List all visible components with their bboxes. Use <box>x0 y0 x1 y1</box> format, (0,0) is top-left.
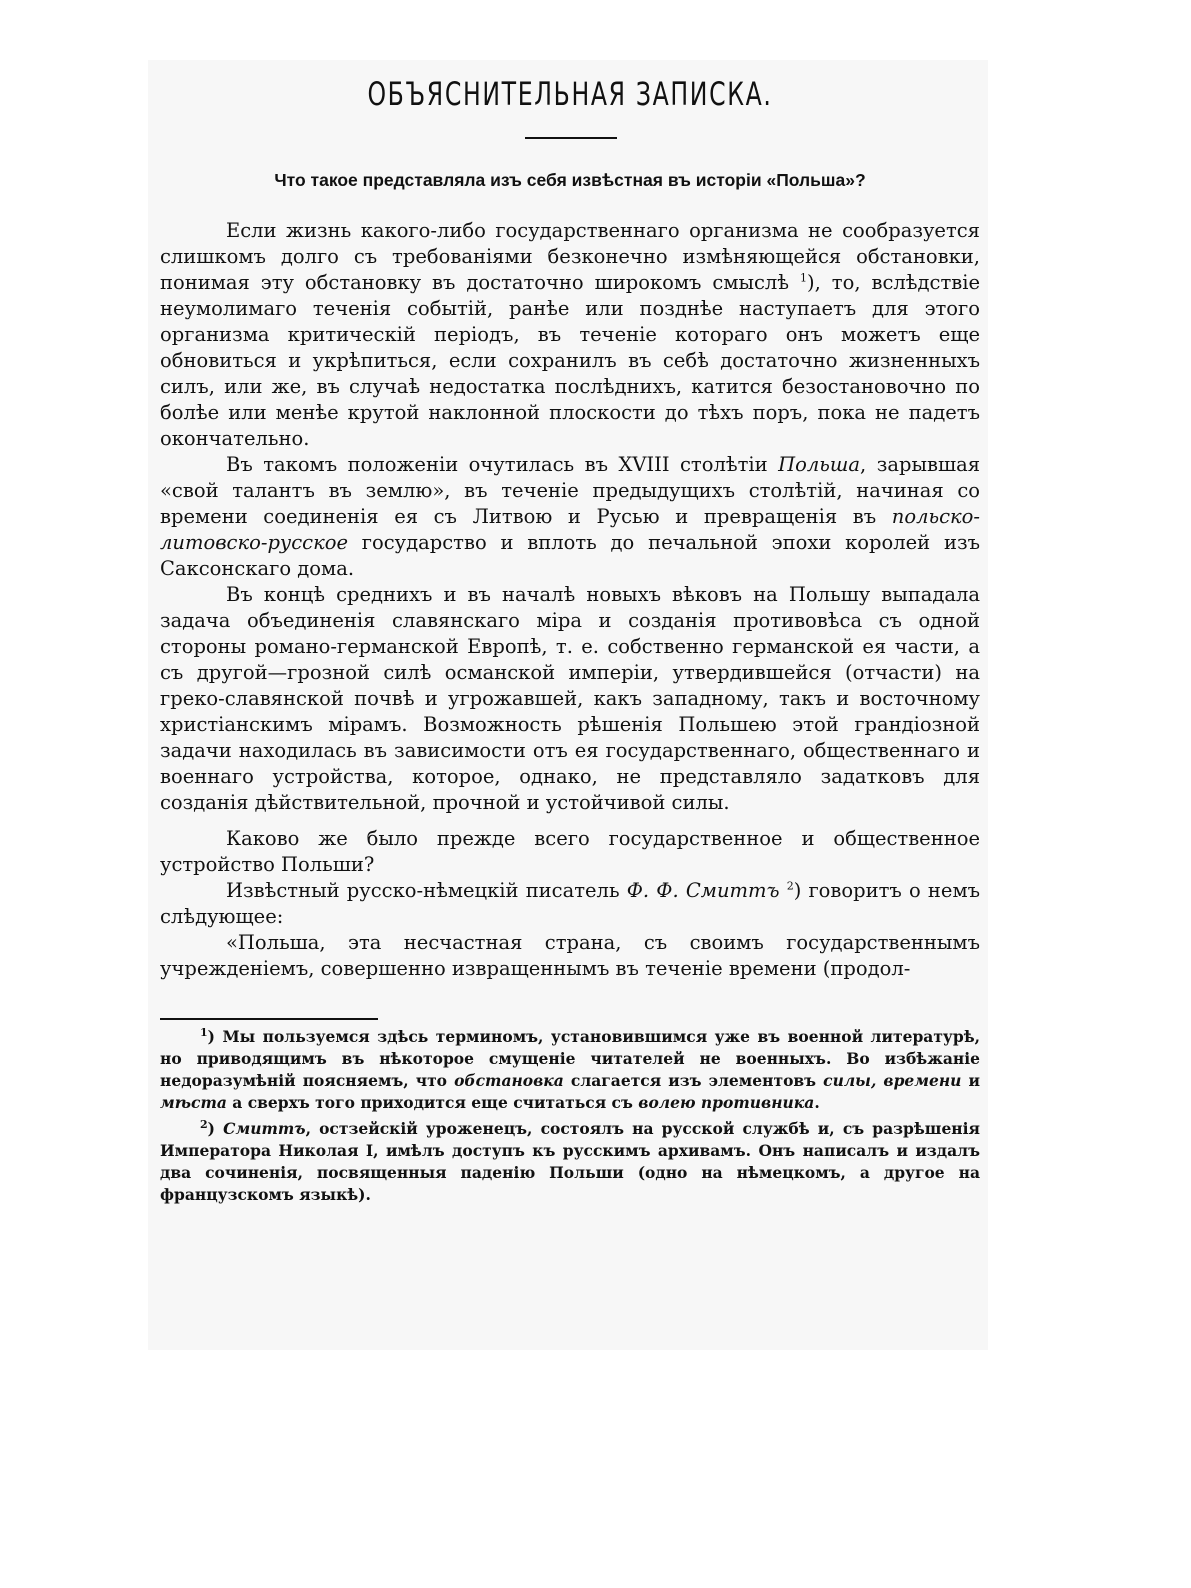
footnote-2-part-a: ) <box>207 1119 224 1138</box>
footnote-1-emphasis-2: силы, времени <box>823 1071 962 1090</box>
quote-paragraph: «Польша, эта несчастная страна, съ своимъ государственнымъ учрежденіемъ, совершенно извращеннымъ въ теченіе времени (продол- <box>160 931 980 980</box>
footnote-1 <box>160 1026 980 1114</box>
footnote-ref-1[interactable]: 1 <box>800 271 808 285</box>
footnote-1-part-d: а сверхъ того приходится еще считаться съ <box>226 1093 639 1112</box>
paragraph-2-part-b: , зарывшая «свой талантъ въ землю», въ теченіе предыдущихъ столѣтій, начиная со времени соединенія ея съ Литвою и Русью и превращенія въ <box>160 453 980 528</box>
page-title: ОБЪЯСНИТЕЛЬНАЯ ЗАПИСКА. <box>367 75 773 113</box>
paragraph-2-part-a: Въ такомъ положеніи очутилась въ XVIII столѣтіи <box>226 453 779 476</box>
body-text <box>160 218 980 982</box>
footnote-ref-2[interactable]: 2 <box>786 879 794 893</box>
paragraph-2-emphasis-2: польско-литовско-русское <box>160 505 980 554</box>
footnote-2-part-b: , остзейскій уроженецъ, состоялъ на русской службѣ и, съ разрѣшенія Императора Николая I, имѣлъ доступъ къ русскимъ архивамъ. Онъ написалъ и издалъ два сочиненія, посвященныя паденію Польши (одно на нѣмецкомъ, а другое на французскомъ языкѣ). <box>160 1119 980 1204</box>
footnote-1-mark: 1 <box>200 1025 208 1039</box>
paragraph-1-text: Если жизнь какого-либо государственнаго организма не сообразуется слишкомъ долго съ требованіями безконечно измѣняющейся обстановки, понимая эту обстановку въ достаточно широкомъ смыслѣ <box>160 219 980 294</box>
footnote-1-emphasis-4: волею противника <box>638 1093 815 1112</box>
paragraph-5-part-a: Извѣстный русско-нѣмецкій писатель <box>226 879 627 902</box>
paragraph-1-tail: ), то, вслѣдствіе неумолимаго теченія событій, ранѣе или позднѣе наступаетъ для этого организма критическій періодъ, въ теченіе котораго онъ можетъ еще обновиться и укрѣпиться, если сохранилъ въ себѣ достаточно жизненныхъ силъ, или же, въ случаѣ недостатка послѣднихъ, катится безостановочно по болѣе или менѣе крутой наклонной плоскости до тѣхъ поръ, пока не падетъ окончательно. <box>160 271 981 450</box>
paragraph-2-emphasis-1: Польша <box>778 453 861 476</box>
footnotes <box>160 1026 980 1206</box>
section-heading: Что такое представляла изъ себя извѣстная въ исторіи «Польша»? <box>274 170 866 190</box>
footnote-2-mark: 2 <box>200 1117 208 1131</box>
paragraph-2-part-c: государство и вплоть до печальной эпохи королей изъ Саксонскаго дома. <box>160 531 980 580</box>
paragraph-4: Каково же было прежде всего государственное и общественное устройство Польши? <box>160 827 980 876</box>
paragraph-1 <box>160 218 980 452</box>
paragraph-5 <box>160 878 980 930</box>
footnote-2-emphasis: Смиттъ <box>223 1119 306 1138</box>
footnote-1-part-b: слагается изъ элементовъ <box>563 1071 824 1090</box>
paragraph-3: Въ концѣ среднихъ и въ началѣ новыхъ вѣковъ на Польшу выпадала задача объединенія славянскаго міра и созданія противовѣса съ одной стороны романо-германской Европѣ, т. е. собственно германской ея части, а съ другой—грозной силѣ османской имперіи, утвердившейся (отчасти) на греко-славянской почвѣ и угрожавшей, какъ западному, такъ и восточному христіанскимъ мірамъ. Возможность рѣшенія Польшею этой грандіозной задачи находилась въ зависимости отъ ея государственнаго, общественнаго и военнаго устройства, которое, однако, не представляло задатковъ для созданія дѣйствительной, прочной и устойчивой силы. <box>160 583 980 814</box>
paragraph-2 <box>160 452 980 582</box>
footnote-1-part-c: и <box>961 1071 980 1090</box>
footnote-1-emphasis-1: обстановка <box>454 1071 564 1090</box>
author-name: Ф. Ф. Смиттъ <box>626 879 780 902</box>
footnote-1-part-a: ) Мы пользуемся здѣсь терминомъ, установившимся уже въ военной литературѣ, но приводящимъ въ нѣкоторое смущеніе читателей не военныхъ. Во избѣжаніе недоразумѣній поясняемъ, что <box>160 1027 980 1090</box>
paragraph-5-part-b: ) говоритъ о немъ слѣдующее: <box>160 879 981 928</box>
footnote-2 <box>160 1118 980 1206</box>
footnote-1-emphasis-3: мѣста <box>160 1093 227 1112</box>
footnote-1-part-e: . <box>814 1093 820 1112</box>
title-divider <box>525 137 617 139</box>
footnote-divider <box>160 1018 378 1020</box>
